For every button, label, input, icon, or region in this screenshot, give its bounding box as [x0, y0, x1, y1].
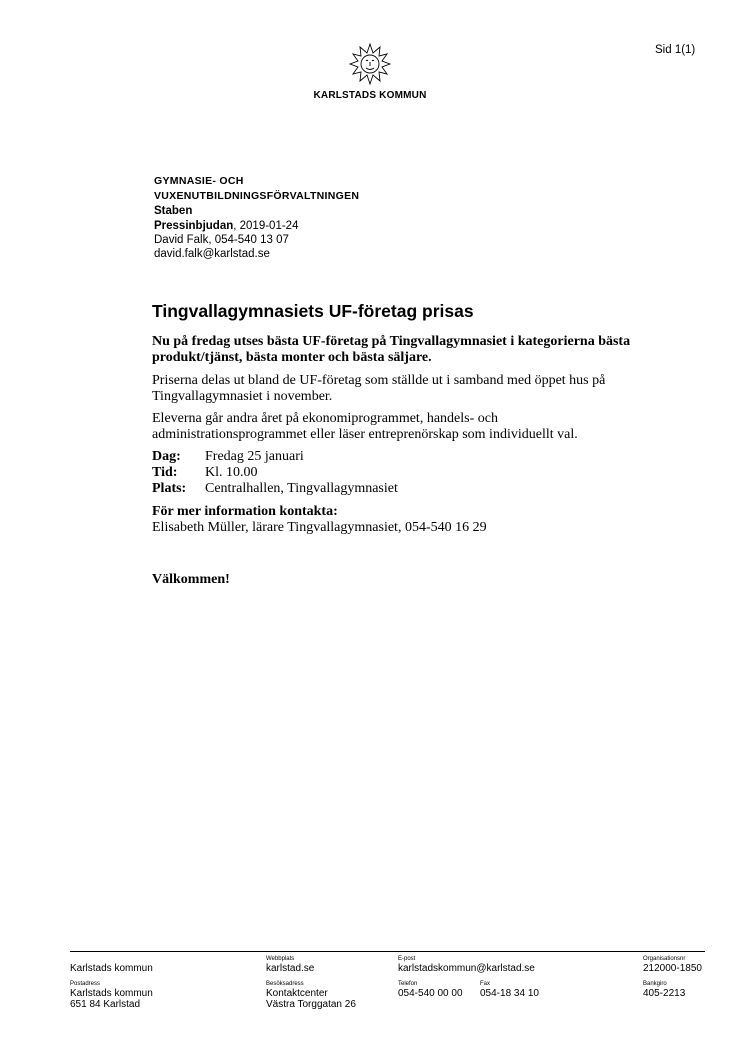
- sender-block: [154, 174, 574, 261]
- footer-bank: 405-2213: [643, 988, 686, 999]
- visit-line-1: Kontaktcenter: [266, 988, 328, 999]
- footer-web-column: [266, 955, 314, 974]
- contact-person: Elisabeth Müller, lärare Tingvallagymnasiet, 054-540 16 29: [152, 520, 487, 535]
- headline: Tingvallagymnasiets UF-företag prisas: [152, 301, 474, 321]
- footer-fax: 054-18 34 10: [480, 988, 539, 999]
- phone-caption: Telefon: [398, 981, 418, 987]
- footer-email: karlstadskommun@karlstad.se: [398, 963, 535, 974]
- detail-row-time: [152, 465, 632, 481]
- event-details: [152, 449, 632, 497]
- department-line-2: VUXENUTBILDNINGSFÖRVALTNINGEN: [154, 190, 360, 202]
- lead-paragraph: Nu på fredag utses bästa UF-företag på Tingvallagymnasiet i kategorierna bästa produkt/tjänst, bästa monter och bästa säljare.: [152, 334, 631, 365]
- visit-line-2: Västra Torggatan 26: [266, 999, 356, 1010]
- visit-caption: Besöksadress: [266, 981, 304, 987]
- postal-caption: Postadress: [70, 981, 101, 987]
- footer-org-column: [643, 955, 702, 974]
- department-line-1: GYMNASIE- OCH: [154, 175, 244, 187]
- postal-line-1: Karlstads kommun: [70, 988, 153, 999]
- logo-text: KARLSTADS KOMMUN: [313, 90, 427, 101]
- footer-bank-column: [643, 980, 685, 999]
- detail-value: Centralhallen, Tingvallagymnasiet: [205, 481, 398, 496]
- footer-web: karlstad.se: [266, 963, 315, 974]
- sun-emblem-icon: [348, 42, 392, 86]
- detail-row-day: [152, 449, 632, 465]
- footer-visit-column: [266, 980, 356, 1010]
- paragraph-prizes: Priserna delas ut bland de UF-företag som ställde ut i samband med öppet hus på Tingvallagymnasiet i november.: [152, 373, 606, 404]
- detail-label: Tid:: [152, 465, 178, 480]
- org-caption: Organisationsnr: [643, 956, 686, 962]
- detail-label: Dag:: [152, 449, 181, 464]
- fax-caption: Fax: [480, 981, 491, 987]
- footer-phone-column: [398, 980, 463, 999]
- detail-value: Fredag 25 januari: [205, 449, 304, 464]
- footer-phone: 054-540 00 00: [398, 988, 463, 999]
- page-number: Sid 1(1): [655, 44, 696, 56]
- municipality-logo: [290, 42, 450, 101]
- welcome-text: Välkommen!: [152, 572, 230, 587]
- sender-email: david.falk@karlstad.se: [154, 248, 270, 260]
- footer-name: Karlstads kommun: [70, 963, 153, 974]
- sender-contact: David Falk, 054-540 13 07: [154, 234, 289, 246]
- footer-name-column: [70, 955, 153, 974]
- footer-fax-column: [480, 980, 539, 999]
- press-invitation-body: [152, 301, 632, 588]
- bank-caption: Bankgiro: [643, 981, 667, 987]
- detail-row-place: [152, 481, 632, 497]
- footer-email-column: [398, 955, 535, 974]
- email-caption: E-post: [398, 956, 416, 962]
- footer-org: 212000-1850: [643, 963, 702, 974]
- document-date: , 2019-01-24: [233, 220, 299, 232]
- document-type-line: [154, 219, 574, 233]
- contact-title: För mer information kontakta:: [152, 504, 338, 519]
- paragraph-students: Eleverna går andra året på ekonomiprogrammet, handels- och administrationsprogrammet eller läser entreprenörskap som individuellt val.: [152, 411, 578, 442]
- web-caption: Webbplats: [266, 956, 295, 962]
- postal-line-2: 651 84 Karlstad: [70, 999, 141, 1010]
- document-type: Pressinbjudan: [154, 220, 234, 232]
- footer-postal-column: [70, 980, 153, 1010]
- detail-value: Kl. 10.00: [205, 465, 258, 480]
- unit-name: Staben: [154, 205, 193, 217]
- footer-divider: [70, 951, 705, 952]
- detail-label: Plats:: [152, 481, 187, 496]
